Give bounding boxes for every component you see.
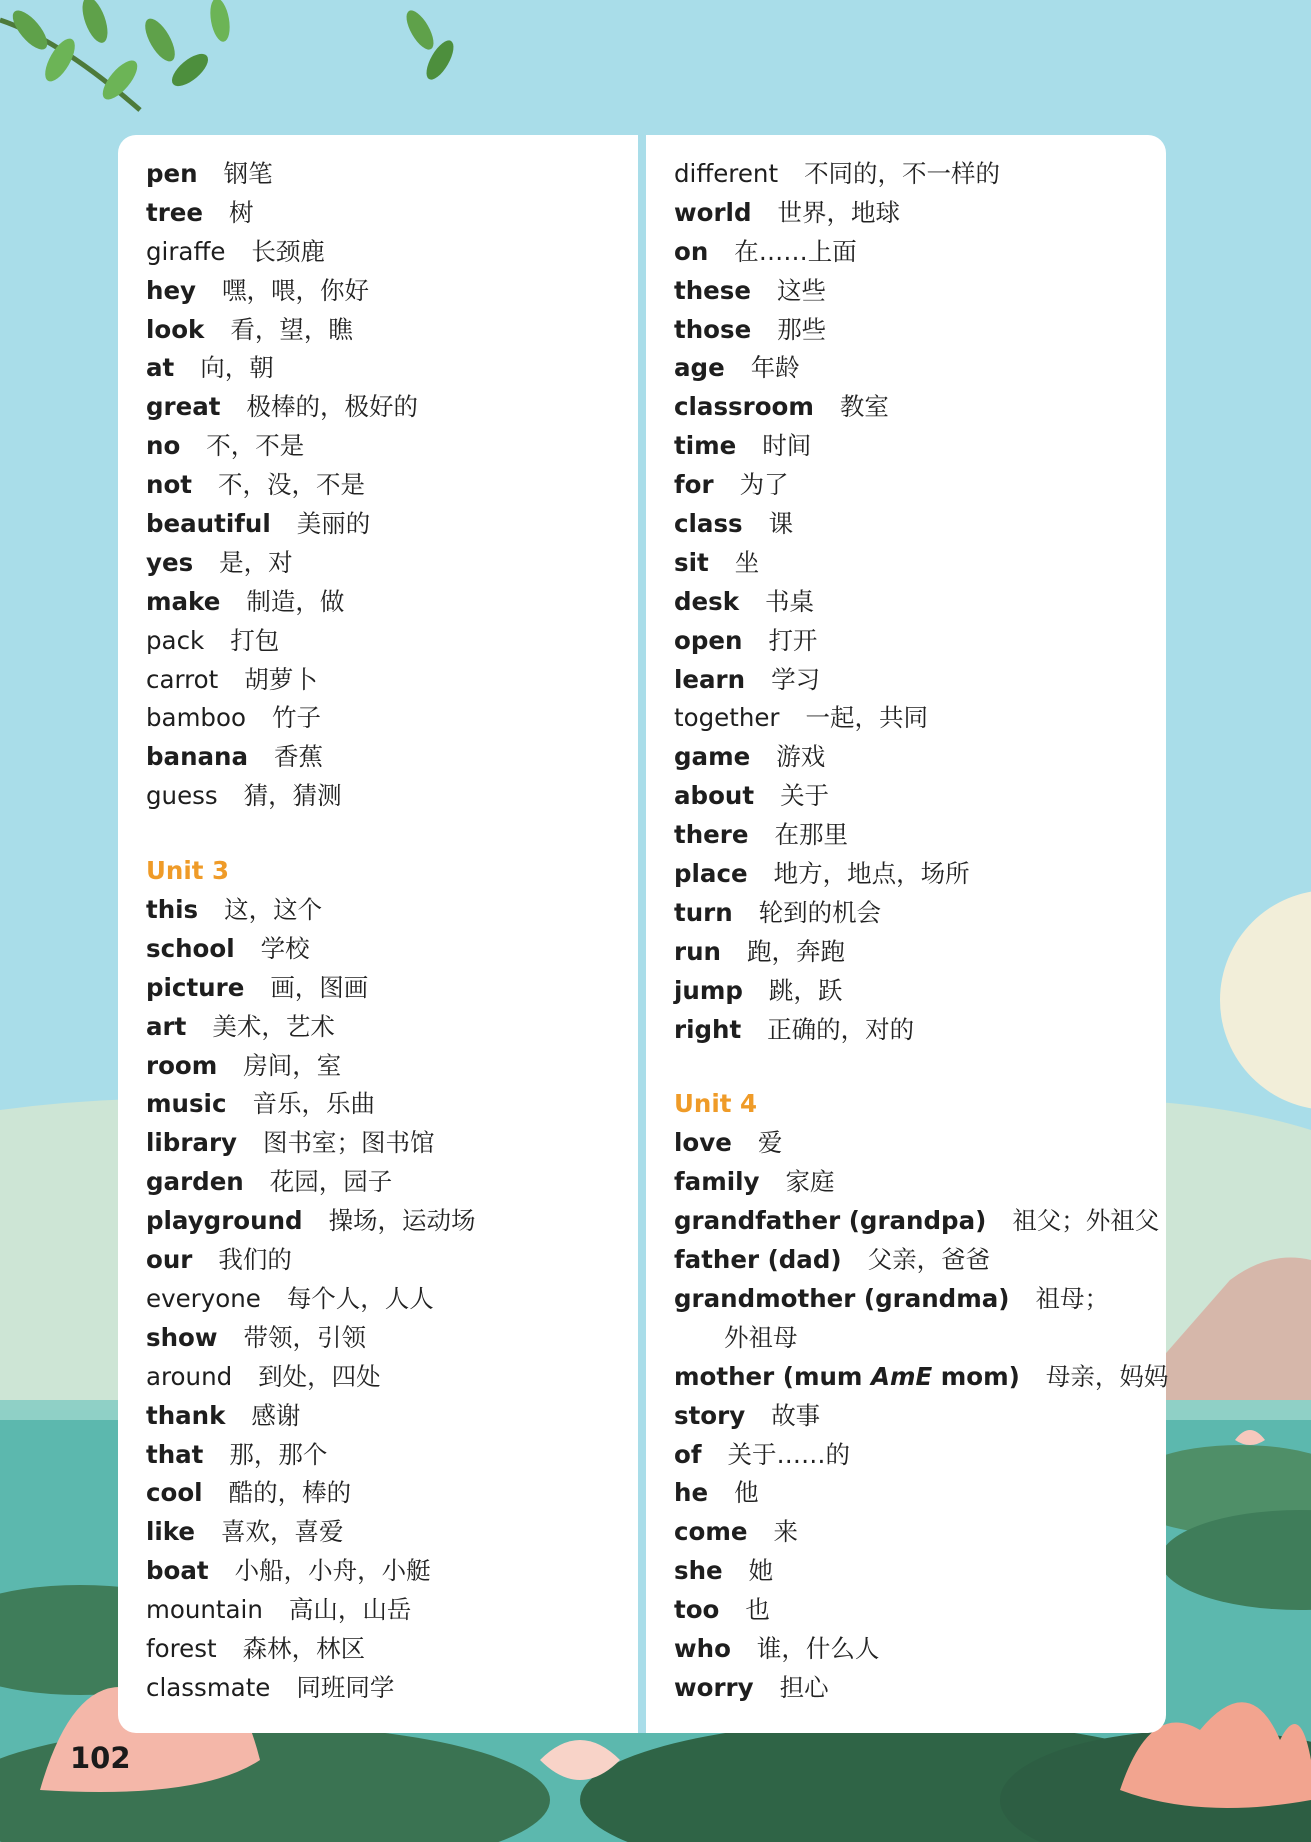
entry-word: bamboo <box>146 703 246 733</box>
vocabulary-entry <box>146 1436 638 1475</box>
entry-word-variant-label: AmE <box>870 1361 933 1391</box>
entry-word: around <box>146 1361 233 1391</box>
vocabulary-entry <box>674 466 1166 505</box>
entry-word <box>674 1362 1020 1391</box>
entry-word: love <box>674 1128 732 1158</box>
entry-word: there <box>674 820 749 850</box>
entry-meaning: 她 <box>748 1556 774 1586</box>
entry-word: those <box>674 314 752 344</box>
entry-meaning: 是，对 <box>219 547 293 577</box>
entry-meaning: 故事 <box>771 1400 821 1430</box>
entry-meaning: 同班同学 <box>296 1672 395 1702</box>
entry-word: carrot <box>146 664 219 694</box>
vocabulary-entry <box>674 933 1166 972</box>
vocabulary-entry <box>146 891 638 930</box>
entry-word: like <box>146 1517 196 1547</box>
entry-word: cool <box>146 1478 203 1508</box>
page-number: 102 <box>70 1741 131 1775</box>
entry-word: right <box>674 1014 742 1044</box>
entry-meaning: 外祖母 <box>724 1322 798 1352</box>
entry-word: turn <box>674 897 733 927</box>
section-spacer <box>674 1049 1166 1085</box>
entry-word: she <box>674 1556 723 1586</box>
entry-word: desk <box>674 586 740 616</box>
entry-word: that <box>146 1439 204 1469</box>
vocabulary-entry <box>674 505 1166 544</box>
vocabulary-entry <box>146 194 638 233</box>
entry-word: hey <box>146 275 197 305</box>
entry-word: our <box>146 1245 193 1275</box>
entry-meaning: 带领，引领 <box>243 1322 366 1352</box>
vocabulary-entry <box>146 388 638 427</box>
vocabulary-entry <box>146 1280 638 1319</box>
entry-word: giraffe <box>146 236 226 266</box>
entry-meaning: 学习 <box>771 664 821 694</box>
vocabulary-entry <box>146 1085 638 1124</box>
entry-meaning: 担心 <box>779 1672 829 1702</box>
entry-word: garden <box>146 1167 244 1197</box>
entry-meaning: 这些 <box>776 275 826 305</box>
vocabulary-entry <box>146 427 638 466</box>
vocabulary-entry <box>146 1630 638 1669</box>
entry-meaning: 年龄 <box>750 353 800 383</box>
entry-meaning: 父亲，爸爸 <box>867 1245 991 1275</box>
vocabulary-entry <box>674 855 1166 894</box>
vocabulary-entry <box>674 1163 1166 1202</box>
entry-meaning: 到处，四处 <box>258 1361 381 1391</box>
entry-meaning: 美术，艺术 <box>212 1011 335 1041</box>
entry-word: room <box>146 1050 218 1080</box>
entry-word: pack <box>146 625 205 655</box>
entry-word: different <box>674 159 779 188</box>
vocabulary-entry <box>674 1241 1166 1280</box>
vocabulary-entry <box>146 661 638 700</box>
entry-word-part: mom) <box>932 1361 1020 1391</box>
entry-word: worry <box>674 1672 754 1702</box>
entry-meaning: 他 <box>734 1478 759 1508</box>
entry-word: yes <box>146 547 194 577</box>
entry-meaning: 制造，做 <box>246 586 345 616</box>
entry-meaning: 酷的，棒的 <box>228 1478 352 1508</box>
vocabulary-entry <box>674 427 1166 466</box>
entry-word: thank <box>146 1400 226 1430</box>
vocabulary-entry <box>674 1358 1169 1397</box>
entry-meaning: 打包 <box>230 625 280 655</box>
vocabulary-entry <box>674 272 1166 311</box>
entry-meaning: 坐 <box>734 547 760 577</box>
vocabulary-entry <box>146 1397 638 1436</box>
vocabulary-entry <box>146 544 638 583</box>
entry-meaning: 书桌 <box>765 586 815 616</box>
entry-meaning: 教室 <box>839 392 889 422</box>
entry-meaning: 谁，什么人 <box>756 1633 880 1663</box>
entry-meaning: 课 <box>768 509 794 539</box>
entry-meaning: 森林，林区 <box>242 1633 366 1663</box>
entry-meaning: 每个人，人人 <box>286 1283 434 1313</box>
entry-meaning: 树 <box>229 197 254 227</box>
vocabulary-entry <box>674 1474 1166 1513</box>
entry-word: classmate <box>146 1672 271 1702</box>
vocabulary-entry <box>146 777 638 816</box>
entry-meaning: 美丽的 <box>296 509 371 539</box>
vocabulary-entry <box>674 622 1166 661</box>
entry-meaning: 游戏 <box>776 742 826 772</box>
entry-meaning: 嘿，喂，你好 <box>222 275 370 305</box>
section-spacer <box>146 816 638 852</box>
entry-word: learn <box>674 664 746 694</box>
vocabulary-entry <box>674 155 1166 194</box>
entry-word: he <box>674 1478 709 1508</box>
entry-meaning: 跳，跃 <box>768 975 843 1005</box>
entry-word: open <box>674 625 743 655</box>
entry-meaning: 不同的，不一样的 <box>804 159 1001 188</box>
vocabulary-entry <box>146 155 638 194</box>
entry-meaning: 高山，山岳 <box>288 1595 412 1625</box>
entry-meaning: 跑，奔跑 <box>746 936 845 966</box>
vocabulary-entry <box>146 505 638 544</box>
entry-word: class <box>674 509 743 539</box>
entry-meaning: 世界，地球 <box>777 197 900 227</box>
unit-heading: Unit 3 <box>146 856 230 886</box>
vocabulary-entry <box>674 1011 1166 1050</box>
vocabulary-entry <box>146 583 638 622</box>
entry-word: sit <box>674 547 709 577</box>
vocabulary-entry <box>674 349 1166 388</box>
vocabulary-entry <box>146 1669 638 1708</box>
entry-meaning: 操场，运动场 <box>328 1206 476 1236</box>
entry-word: who <box>674 1633 731 1663</box>
vocabulary-entry <box>674 894 1166 933</box>
entry-word: together <box>674 703 780 733</box>
entry-meaning: 竹子 <box>271 703 321 733</box>
entry-word: art <box>146 1011 187 1041</box>
entry-meaning: 不，不是 <box>206 431 305 461</box>
entry-meaning: 正确的，对的 <box>767 1014 915 1044</box>
entry-word: time <box>674 431 737 461</box>
left-vocabulary-column <box>118 135 638 1733</box>
entry-word: story <box>674 1400 746 1430</box>
vocabulary-entry <box>146 930 638 969</box>
entry-meaning: 画，图画 <box>270 972 369 1002</box>
entry-word: about <box>674 781 755 811</box>
entry-word: world <box>674 197 752 227</box>
entry-word: jump <box>674 975 743 1005</box>
entry-meaning: 小船，小舟，小艇 <box>234 1556 431 1586</box>
entry-meaning: 在……上面 <box>734 236 857 266</box>
entry-meaning: 轮到的机会 <box>758 897 882 927</box>
entry-word: this <box>146 895 199 925</box>
vocabulary-entry <box>674 1280 1166 1319</box>
entry-meaning: 母亲，妈妈 <box>1045 1361 1169 1391</box>
vocabulary-entry <box>146 1008 638 1047</box>
vocabulary-entry <box>146 272 638 311</box>
entry-meaning: 关于 <box>780 781 830 811</box>
entry-meaning: 香蕉 <box>274 742 324 772</box>
entry-word: library <box>146 1128 238 1158</box>
entry-meaning: 来 <box>773 1517 798 1547</box>
entry-meaning: 时间 <box>762 431 812 461</box>
entry-meaning: 极棒的，极好的 <box>246 392 418 422</box>
entry-meaning: 家庭 <box>785 1167 835 1197</box>
entry-meaning: 看，望，瞧 <box>230 314 353 344</box>
entry-meaning: 关于……的 <box>727 1439 850 1469</box>
entry-meaning: 感谢 <box>251 1400 301 1430</box>
entry-word: on <box>674 236 709 266</box>
vocabulary-entry <box>674 233 1166 272</box>
entry-word: not <box>146 470 192 500</box>
entry-word: everyone <box>146 1283 261 1313</box>
entry-meaning: 学校 <box>260 933 310 963</box>
vocabulary-entry <box>674 388 1166 427</box>
vocabulary-entry <box>674 583 1166 622</box>
entry-word: look <box>146 314 205 344</box>
entry-word: music <box>146 1089 227 1119</box>
vocabulary-entry <box>674 738 1166 777</box>
vocabulary-entry <box>146 1591 638 1630</box>
entry-word: show <box>146 1322 218 1352</box>
entry-word: place <box>674 859 748 889</box>
vocabulary-entry <box>674 661 1166 700</box>
vocabulary-entry <box>674 699 1166 738</box>
entry-meaning: 那些 <box>777 314 827 344</box>
entry-word: pen <box>146 159 198 188</box>
entry-word: boat <box>146 1556 209 1586</box>
entry-word: at <box>146 353 175 383</box>
vocabulary-entry <box>674 194 1166 233</box>
entry-word: beautiful <box>146 509 271 539</box>
entry-word: make <box>146 586 221 616</box>
entry-word: game <box>674 742 751 772</box>
vocabulary-entry <box>674 1397 1166 1436</box>
vocabulary-entry <box>146 1163 638 1202</box>
vocabulary-entry <box>146 466 638 505</box>
vocabulary-entry <box>146 1358 638 1397</box>
entry-word: age <box>674 353 725 383</box>
entry-meaning: 为了 <box>739 470 789 500</box>
vocabulary-entry <box>674 777 1166 816</box>
vocabulary-entry <box>674 1591 1166 1630</box>
entry-word: come <box>674 1517 748 1547</box>
vocabulary-entry <box>146 311 638 350</box>
entry-word: no <box>146 431 181 461</box>
vocabulary-entry-continuation <box>674 1319 1166 1358</box>
vocabulary-entry <box>674 1202 1166 1241</box>
vocabulary-entry <box>674 972 1166 1011</box>
vocabulary-entry <box>146 1319 638 1358</box>
vocabulary-entry <box>146 738 638 777</box>
entry-word: picture <box>146 972 245 1002</box>
entry-meaning: 钢笔 <box>223 159 273 188</box>
entry-word: great <box>146 392 221 422</box>
entry-meaning: 胡萝卜 <box>244 664 318 694</box>
vocabulary-entry <box>146 1241 638 1280</box>
entry-word: tree <box>146 197 204 227</box>
entry-word: grandfather (grandpa) <box>674 1206 987 1236</box>
vocabulary-entry <box>674 1513 1166 1552</box>
entry-meaning: 喜欢，喜爱 <box>221 1517 344 1547</box>
vocabulary-entry <box>674 1552 1166 1591</box>
entry-word: classroom <box>674 392 814 422</box>
vocabulary-entry <box>674 1124 1166 1163</box>
entry-meaning: 一起，共同 <box>805 703 929 733</box>
entry-word: school <box>146 933 235 963</box>
vocabulary-entry <box>674 311 1166 350</box>
entry-meaning: 我们的 <box>218 1245 292 1275</box>
entry-meaning: 也 <box>745 1595 770 1625</box>
right-vocabulary-column <box>646 135 1169 1733</box>
entry-meaning: 打开 <box>768 625 818 655</box>
entry-meaning: 地方，地点，场所 <box>773 859 970 889</box>
entry-word: banana <box>146 742 249 772</box>
entry-meaning: 祖父；外祖父 <box>1012 1206 1160 1236</box>
vocabulary-entry <box>674 1436 1166 1475</box>
vocabulary-entry <box>146 1124 638 1163</box>
vocabulary-entry <box>146 233 638 272</box>
unit-heading: Unit 4 <box>674 1089 758 1119</box>
entry-meaning: 祖母； <box>1035 1283 1109 1313</box>
entry-meaning: 猜，猜测 <box>243 781 342 811</box>
vocabulary-entry <box>674 544 1166 583</box>
entry-meaning: 长颈鹿 <box>251 236 325 266</box>
vocabulary-entry <box>146 622 638 661</box>
entry-meaning: 不，没，不是 <box>218 470 365 500</box>
entry-word: for <box>674 470 714 500</box>
entry-meaning: 向，朝 <box>200 353 274 383</box>
vocabulary-entry <box>146 1474 638 1513</box>
entry-meaning: 在那里 <box>774 820 848 850</box>
entry-word: mountain <box>146 1595 263 1625</box>
entry-word: these <box>674 275 751 305</box>
entry-word: father (dad) <box>674 1245 842 1275</box>
vocabulary-entry <box>674 816 1166 855</box>
vocabulary-entry <box>146 969 638 1008</box>
vocabulary-entry <box>146 1552 638 1591</box>
entry-word: of <box>674 1439 702 1469</box>
entry-word: run <box>674 936 721 966</box>
vocabulary-entry <box>674 1630 1166 1669</box>
entry-word: too <box>674 1595 720 1625</box>
entry-word: family <box>674 1167 760 1197</box>
entry-meaning: 花园，园子 <box>269 1167 393 1197</box>
vocabulary-entry <box>674 1669 1166 1708</box>
entry-word: forest <box>146 1633 217 1663</box>
vocabulary-entry <box>146 699 638 738</box>
entry-meaning: 爱 <box>757 1128 783 1158</box>
vocabulary-entry <box>146 1513 638 1552</box>
vocabulary-entry <box>146 349 638 388</box>
entry-word: playground <box>146 1206 303 1236</box>
entry-meaning: 音乐，乐曲 <box>252 1089 375 1119</box>
entry-meaning: 房间，室 <box>243 1050 342 1080</box>
entry-meaning: 那，那个 <box>229 1439 328 1469</box>
entry-meaning: 图书室；图书馆 <box>263 1128 435 1158</box>
entry-meaning: 这，这个 <box>224 895 323 925</box>
vocabulary-entry <box>146 1047 638 1086</box>
entry-word-part: mother (mum <box>674 1361 871 1391</box>
entry-word: grandmother (grandma) <box>674 1283 1010 1313</box>
vocabulary-entry <box>146 1202 638 1241</box>
entry-word: guess <box>146 781 218 811</box>
